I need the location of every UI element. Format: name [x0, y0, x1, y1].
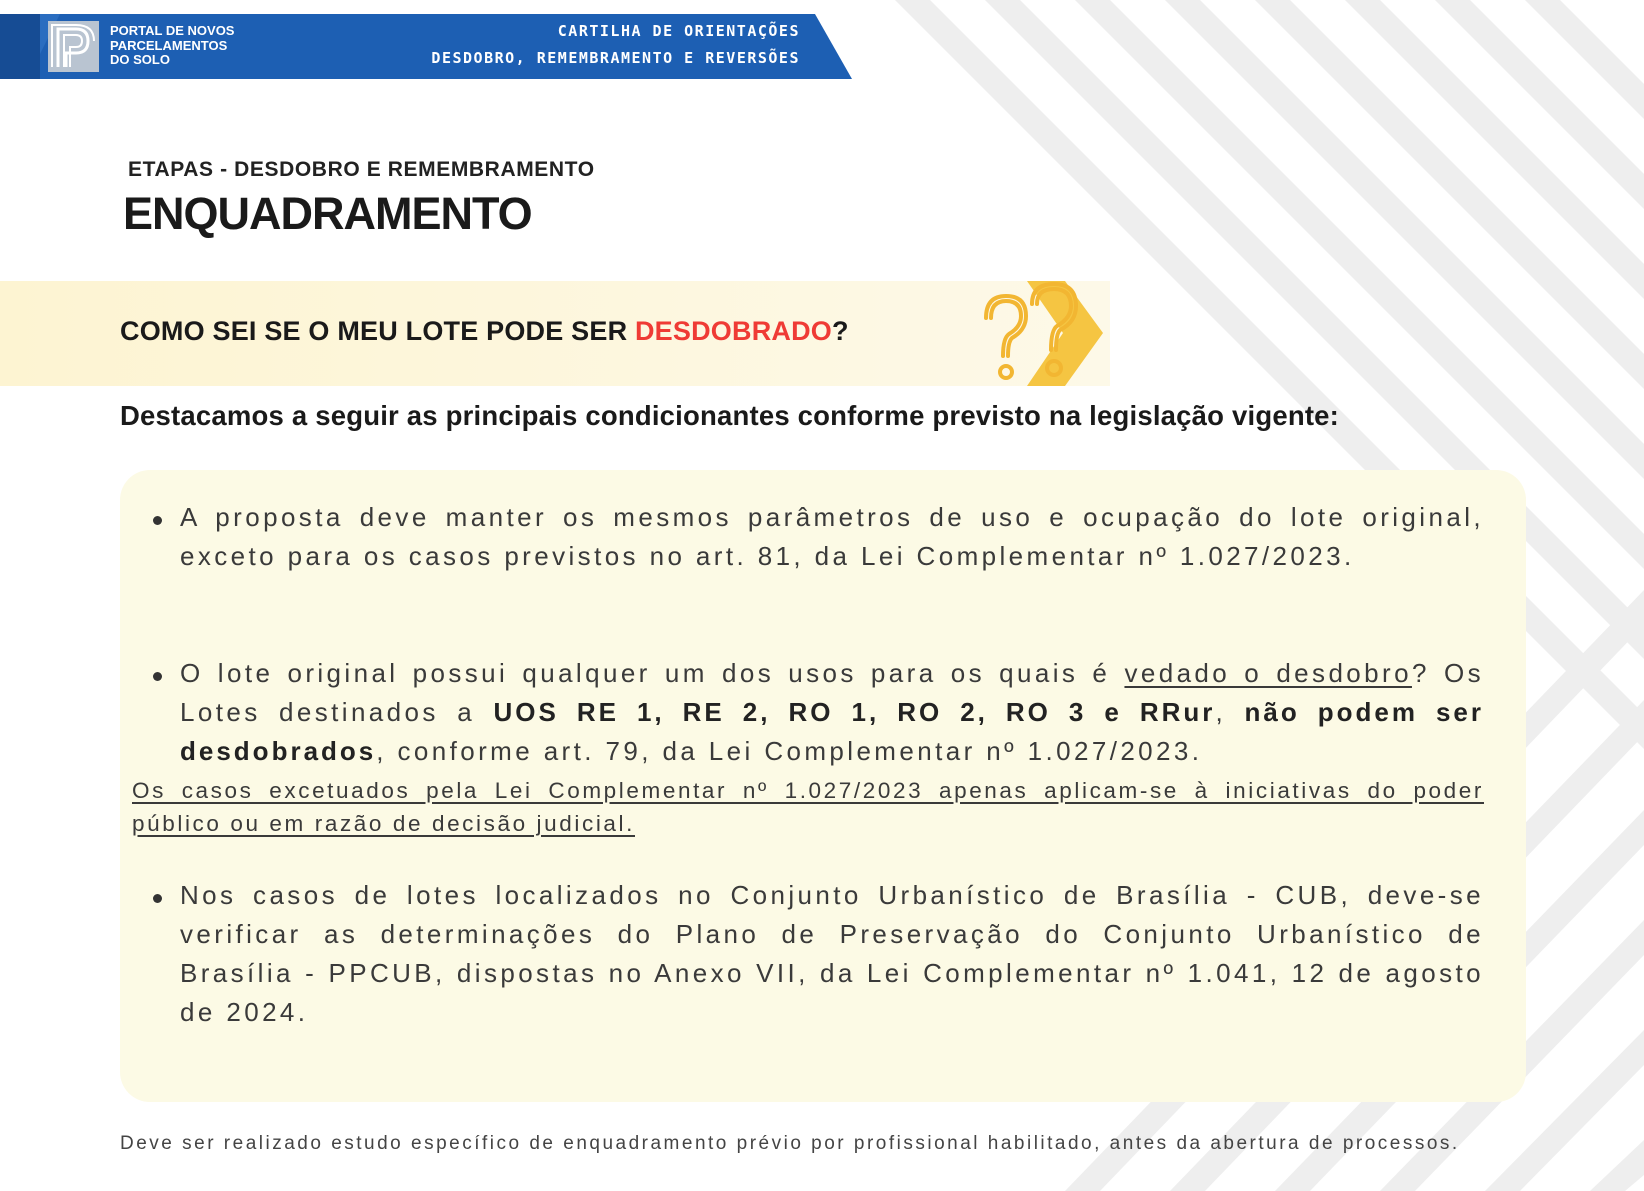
item2-bold-restriction: não podem ser desdobrados	[180, 697, 1484, 766]
condition-item-2	[180, 654, 1484, 771]
bullet-icon	[153, 516, 162, 525]
cartilha-line1: CARTILHA DE ORIENTAÇÕES	[557, 22, 800, 40]
cartilha-line2: DESDOBRO, REMEMBRAMENTO E REVERSÕES	[431, 49, 800, 67]
portal-p-logo-icon	[48, 21, 99, 72]
item2-text-a: O lote original possui qualquer um dos usos para os quais é	[180, 658, 1125, 688]
portal-name-line1: PORTAL DE NOVOS	[110, 23, 235, 38]
item2-bold-zones: UOS RE 1, RE 2, RO 1, RO 2, RO 3 e RRur	[493, 697, 1216, 727]
cartilha-title	[420, 18, 800, 72]
exception-note: Os casos excetuados pela Lei Complementar nº 1.027/2023 apenas aplicam-se à iniciativas do poder público ou em razão de decisão judicial.	[132, 778, 1484, 836]
portal-name-line3: DO SOLO	[110, 52, 170, 67]
bullet-icon	[153, 894, 162, 903]
page-title: ENQUADRAMENTO	[123, 188, 532, 239]
bullet-icon	[153, 672, 162, 681]
item2-underlined: vedado o desdobro	[1124, 658, 1412, 688]
footer-note: Deve ser realizado estudo específico de enquadramento prévio por profissional habilitado, antes da abertura de processos.	[120, 1133, 1460, 1154]
question-suffix: ?	[832, 316, 849, 346]
question-highlight: DESDOBRADO	[634, 316, 832, 346]
lead-sentence: Destacamos a seguir as principais condicionantes conforme previsto na legislação vigente:	[120, 400, 1340, 431]
portal-name-line2: PARCELAMENTOS	[110, 37, 228, 53]
item2-text-d: , conforme art. 79, da Lei Complementar nº 1.027/2023.	[376, 736, 1203, 766]
question-prefix: COMO SEI SE O MEU LOTE PODE SER	[120, 316, 635, 346]
question-marks-icon	[980, 280, 1110, 390]
portal-name	[110, 24, 234, 68]
condition-item-3: Nos casos de lotes localizados no Conjunto Urbanístico de Brasília - CUB, deve-se verificar as determinações do Plano de Preservação do Conjunto Urbanístico de Brasília - PPCUB, dispostas no Anexo VII, da Lei Complementar nº 1.041, 12 de agosto de 2024.	[180, 880, 1484, 1027]
question-heading	[120, 316, 849, 347]
item2-text-c: ,	[1215, 697, 1245, 727]
section-label: ETAPAS - DESDOBRO E REMEMBRAMENTO	[128, 158, 595, 181]
item2-text-b: ? Os Lotes destinados a	[180, 658, 1484, 727]
condition-item-1: A proposta deve manter os mesmos parâmetros de uso e ocupação do lote original, exceto para os casos previstos no art. 81, da Lei Complementar nº 1.027/2023.	[180, 502, 1484, 571]
